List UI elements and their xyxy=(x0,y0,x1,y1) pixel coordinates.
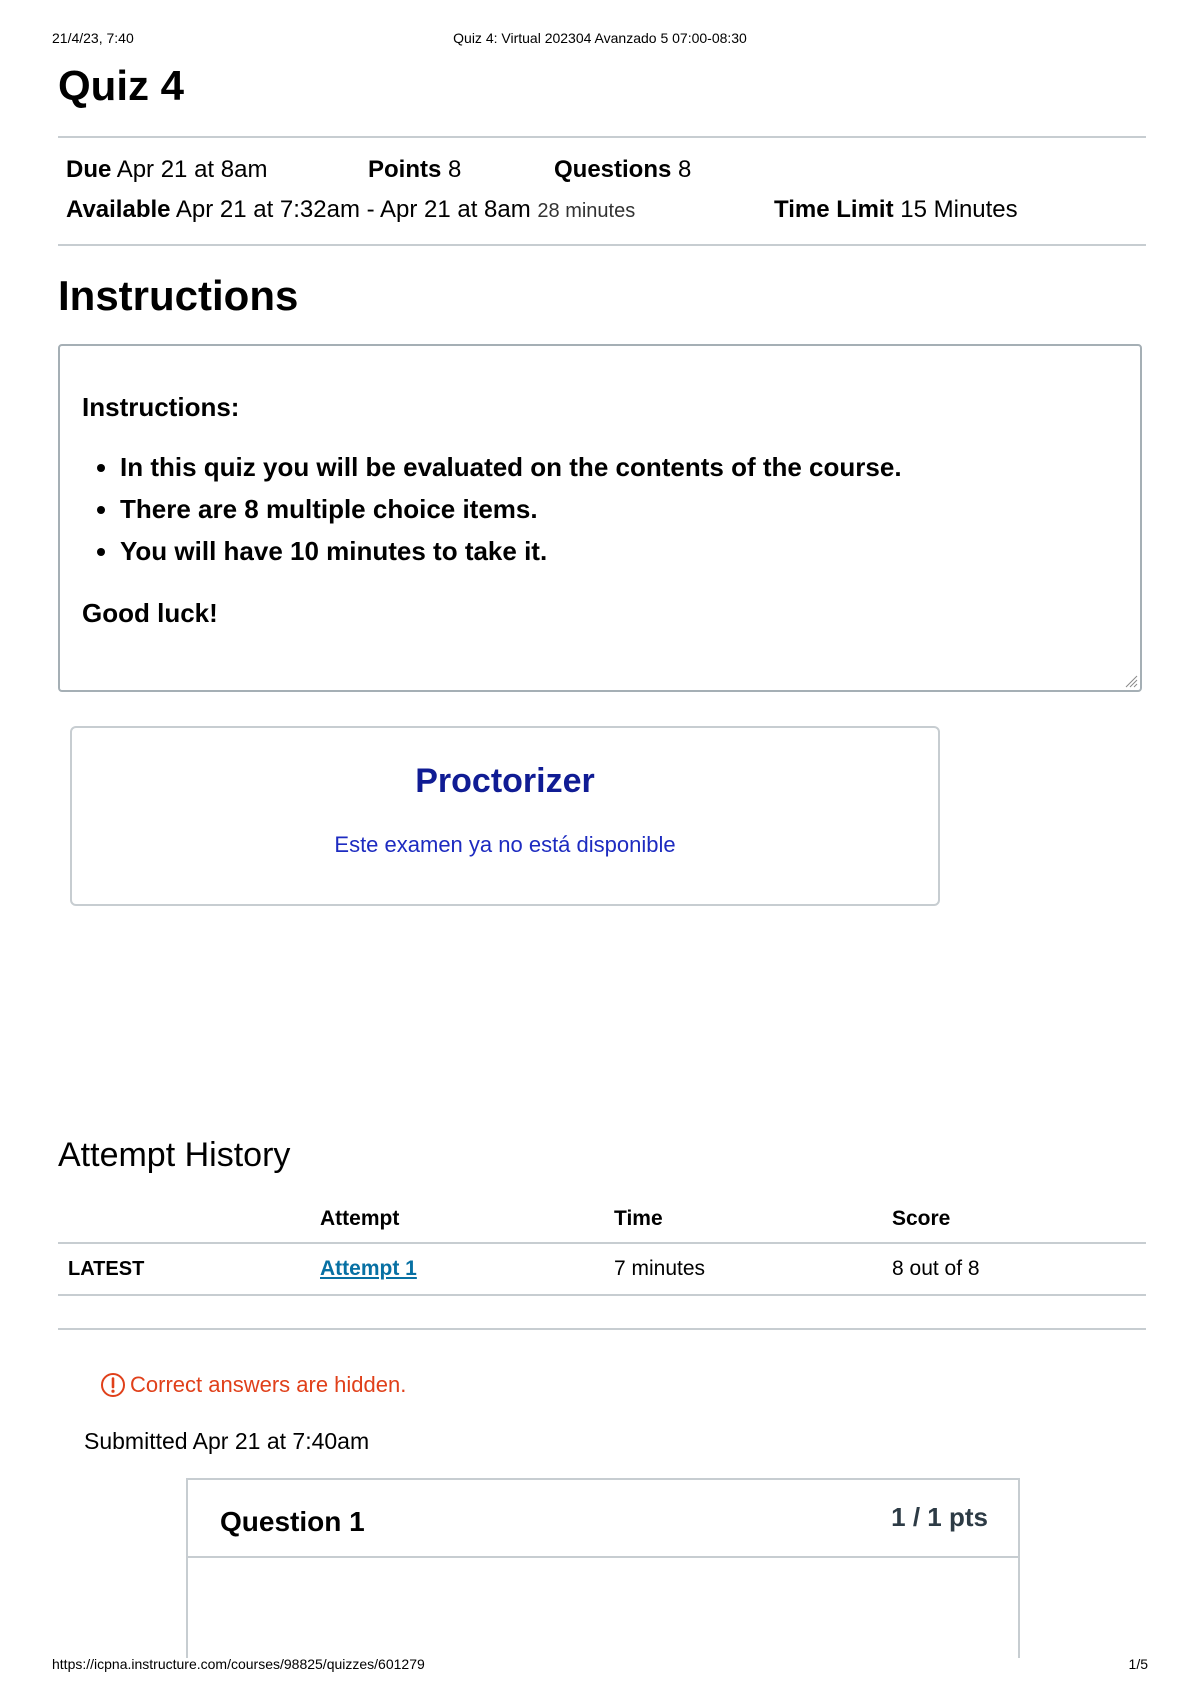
column-header-attempt: Attempt xyxy=(310,1196,604,1243)
instruction-item: • There are 8 multiple choice items. xyxy=(120,488,902,530)
instructions-closing: Good luck! xyxy=(82,598,218,628)
latest-label: LATEST xyxy=(58,1243,310,1295)
time-limit-label: Time Limit xyxy=(774,196,894,223)
proctorizer-panel xyxy=(70,726,940,906)
attempt-cell xyxy=(310,1243,604,1295)
instructions-list xyxy=(98,446,902,572)
available-label: Available xyxy=(66,196,171,223)
questions-info xyxy=(554,156,691,184)
print-header xyxy=(52,30,1148,50)
resize-handle-icon[interactable] xyxy=(1124,674,1138,688)
table-row xyxy=(58,1243,1146,1295)
time-cell: 7 minutes xyxy=(604,1243,882,1295)
column-header xyxy=(58,1196,310,1243)
warning-icon xyxy=(100,1372,126,1398)
time-limit-value: 15 Minutes xyxy=(900,196,1018,223)
divider xyxy=(58,136,1146,138)
attempt-history-table xyxy=(58,1196,1146,1296)
attempt-1-link[interactable]: Attempt 1 xyxy=(320,1257,417,1280)
instructions-heading: Instructions xyxy=(58,272,299,319)
print-date: 21/4/23, 7:40 xyxy=(52,30,134,46)
question-points: 1 / 1 pts xyxy=(891,1502,988,1532)
proctorizer-message: Este examen ya no está disponible xyxy=(334,832,676,857)
due-value: Apr 21 at 8am xyxy=(116,156,268,183)
questions-label: Questions xyxy=(554,156,672,183)
instruction-item: • In this quiz you will be evaluated on the contents of the course. xyxy=(120,446,902,488)
due-label: Due xyxy=(66,156,112,183)
question-title: Question 1 xyxy=(220,1506,365,1537)
available-duration: 28 minutes xyxy=(537,200,636,222)
available-value: Apr 21 at 7:32am - Apr 21 at 8am xyxy=(175,196,531,223)
due-info xyxy=(66,156,267,184)
column-header-score: Score xyxy=(882,1196,1146,1243)
points-label: Points xyxy=(368,156,442,183)
points-info xyxy=(368,156,461,184)
instructions-box xyxy=(58,344,1142,692)
instructions-box-title: Instructions: xyxy=(82,392,240,422)
points-value: 8 xyxy=(448,156,462,183)
submitted-timestamp: Submitted Apr 21 at 7:40am xyxy=(84,1428,370,1454)
divider xyxy=(58,244,1146,246)
print-url: https://icpna.instructure.com/courses/98825/quizzes/601279 xyxy=(52,1656,425,1672)
available-info xyxy=(66,196,635,224)
instruction-item: • You will have 10 minutes to take it. xyxy=(120,530,902,572)
score-cell: 8 out of 8 xyxy=(882,1243,1146,1295)
correct-answers-hidden-notice xyxy=(100,1372,406,1398)
page-title: Quiz 4 xyxy=(58,62,185,109)
time-limit-info xyxy=(774,196,1018,224)
print-page-title: Quiz 4: Virtual 202304 Avanzado 5 07:00-08:30 xyxy=(453,30,747,46)
proctorizer-title: Proctorizer xyxy=(415,762,595,800)
print-footer xyxy=(52,1656,1148,1676)
questions-value: 8 xyxy=(678,156,692,183)
attempt-history-heading: Attempt History xyxy=(58,1136,291,1174)
print-page-number: 1/5 xyxy=(1128,1656,1148,1672)
warning-text: Correct answers are hidden. xyxy=(130,1372,407,1397)
question-header xyxy=(188,1480,1018,1558)
question-card xyxy=(186,1478,1020,1658)
table-header-row xyxy=(58,1196,1146,1243)
divider xyxy=(58,1328,1146,1330)
column-header-time: Time xyxy=(604,1196,882,1243)
